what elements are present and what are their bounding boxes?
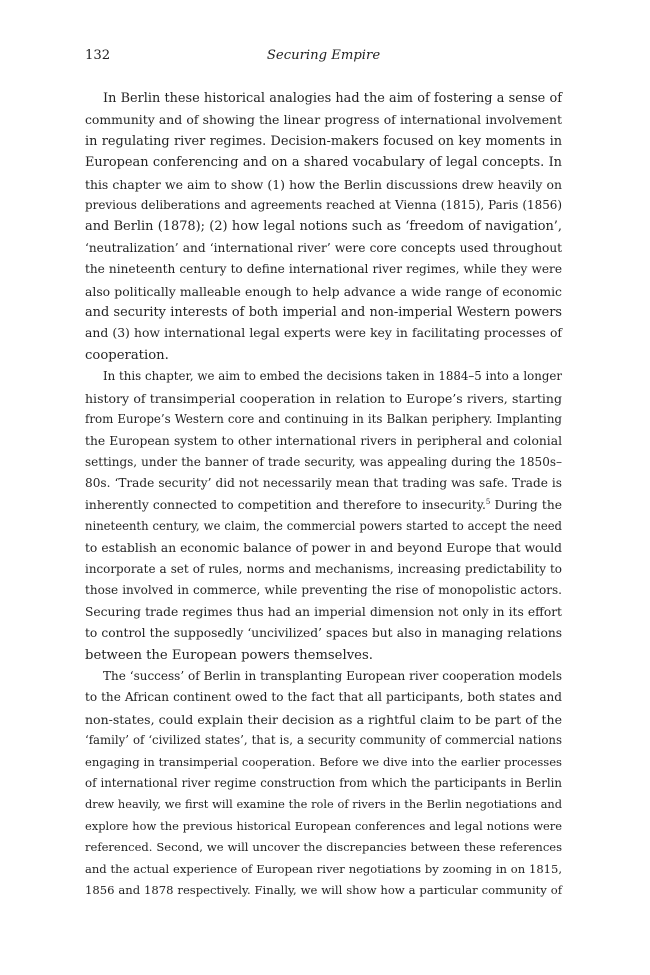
text-line: settings, under the banner of trade security, was appealing during the 1850s– bbox=[85, 454, 562, 469]
paragraph-3 bbox=[85, 666, 562, 901]
text-line: and the actual experience of European river negotiations by zooming in on 1815, bbox=[85, 861, 562, 876]
text-line: incorporate a set of rules, norms and mechanisms, increasing predictability to bbox=[85, 561, 562, 576]
text-line: European conferencing and on a shared vocabulary of legal concepts. In bbox=[85, 155, 562, 171]
text-line: of international river regime construction from which the participants in Berlin bbox=[85, 776, 562, 790]
text-line: the European system to other international rivers in peripheral and colonial bbox=[85, 433, 562, 448]
body-text bbox=[85, 88, 562, 901]
text-line: and Berlin (1878); (2) how legal notions such as ‘freedom of navigation’, bbox=[85, 219, 562, 235]
text-line: to the African continent owed to the fact that all participants, both states and bbox=[85, 690, 562, 705]
text-line: ‘family’ of ‘civilized states’, that is, a security community of commercial nations bbox=[85, 733, 562, 748]
text-line: community and of showing the linear progress of international involvement bbox=[85, 112, 562, 128]
text-line: Securing trade regimes thus had an imperial dimension not only in its effort bbox=[85, 604, 562, 619]
text-line: In Berlin these historical analogies had the aim of fostering a sense of bbox=[103, 91, 562, 106]
text-line: referenced. Second, we will uncover the discrepancies between these references bbox=[85, 840, 562, 855]
running-title: Securing Empire bbox=[266, 48, 381, 63]
text-line: also politically malleable enough to help advance a wide range of economic bbox=[85, 283, 562, 299]
text-line: from Europe’s Western core and continuing in its Balkan periphery. Implanting bbox=[85, 412, 562, 427]
text-line: ‘neutralization’ and ‘international river’ were core concepts used throughout bbox=[85, 240, 562, 255]
text-line: In this chapter, we aim to embed the decisions taken in 1884–5 into a longer bbox=[103, 369, 562, 384]
paragraph-1 bbox=[85, 88, 562, 366]
text-segment: During the bbox=[490, 497, 562, 512]
text-line: the nineteenth century to define international river regimes, while they were bbox=[85, 262, 562, 277]
footnote-reference[interactable]: 5 bbox=[485, 497, 491, 506]
text-segment: inherently connected to competition and therefore to insecurity. bbox=[85, 497, 486, 512]
text-line: history of transimperial cooperation in relation to Europe’s rivers, starting bbox=[85, 390, 562, 406]
page-number: 132 bbox=[85, 48, 111, 63]
running-head bbox=[85, 46, 562, 66]
text-line: drew heavily, we first will examine the role of rivers in the Berlin negotiations and bbox=[85, 797, 562, 812]
text-line: previous deliberations and agreements reached at Vienna (1815), Paris (1856) bbox=[85, 198, 562, 213]
text-line: explore how the previous historical European conferences and legal notions were bbox=[85, 818, 562, 833]
text-line: those involved in commerce, while preventing the rise of monopolistic actors. bbox=[85, 583, 562, 598]
text-line: engaging in transimperial cooperation. Before we dive into the earlier processes bbox=[85, 754, 562, 769]
text-line: to establish an economic balance of power in and beyond Europe that would bbox=[85, 540, 562, 555]
text-line: to control the supposedly ‘uncivilized’ spaces but also in managing relations bbox=[85, 626, 562, 641]
text-line: 80s. ‘Trade security’ did not necessarily mean that trading was safe. Trade is bbox=[85, 476, 562, 491]
paragraph-2 bbox=[85, 366, 562, 666]
text-line-with-footnote bbox=[85, 495, 562, 516]
text-line: this chapter we aim to show (1) how the Berlin discussions drew heavily on bbox=[85, 176, 562, 192]
text-line: between the European powers themselves. bbox=[85, 647, 373, 663]
text-line: non-states, could explain their decision as a rightful claim to be part of the bbox=[85, 711, 562, 727]
text-line: nineteenth century, we claim, the commercial powers started to accept the need bbox=[85, 519, 562, 534]
text-line: in regulating river regimes. Decision-makers focused on key moments in bbox=[85, 133, 562, 149]
text-line: and (3) how international legal experts were key in facilitating processes of bbox=[85, 326, 562, 341]
text-line: and security interests of both imperial and non-imperial Western powers bbox=[85, 305, 562, 321]
text-line: 1856 and 1878 respectively. Finally, we will show how a particular community of bbox=[85, 883, 562, 898]
text-line: cooperation. bbox=[85, 347, 169, 363]
text-line: The ‘success’ of Berlin in transplanting European river cooperation models bbox=[103, 668, 562, 683]
